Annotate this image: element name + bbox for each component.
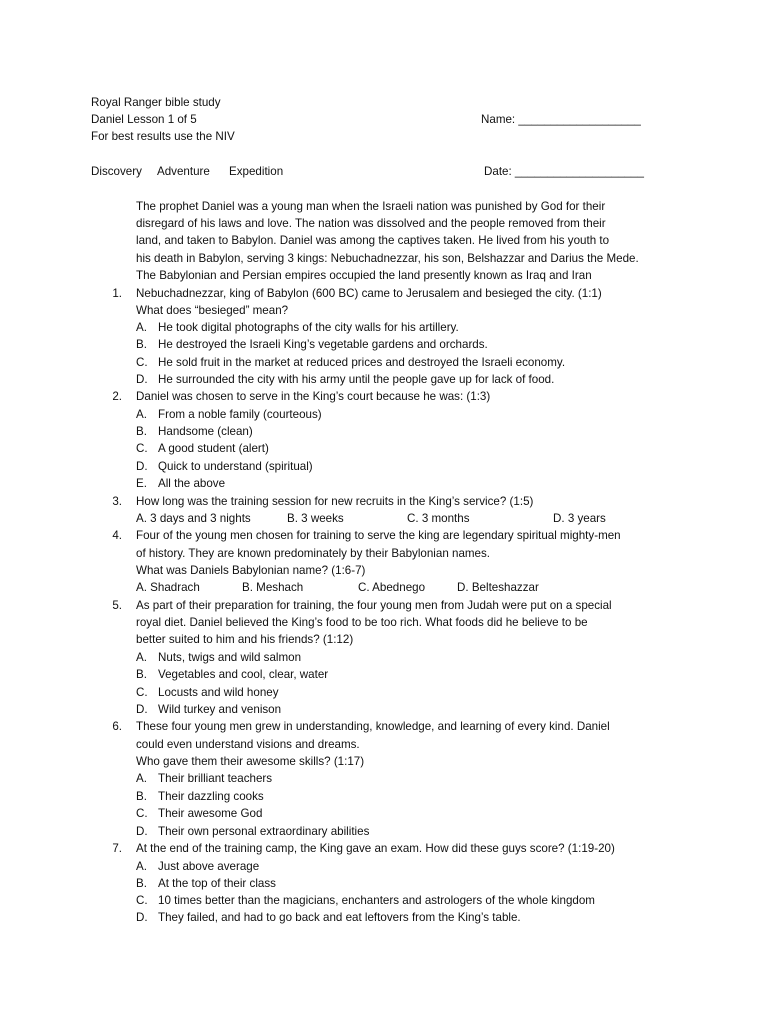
inline-option[interactable]: A. Shadrach: [136, 581, 200, 594]
question-number: 5.: [112, 599, 122, 612]
option-letter: B.: [136, 668, 147, 681]
question-text: What was Daniels Babylonian name? (1:6-7): [136, 564, 366, 577]
question-text: At the end of the training camp, the King gave an exam. How did these guys score? (1:19-20): [136, 842, 615, 855]
question-text: could even understand visions and dreams.: [136, 738, 360, 751]
question-text: Who gave them their awesome skills? (1:17): [136, 755, 365, 768]
option-text[interactable]: From a noble family (courteous): [158, 408, 322, 421]
question-number: 6.: [112, 720, 122, 733]
inline-option[interactable]: C. Abednego: [358, 581, 426, 594]
option-letter: A.: [136, 860, 147, 873]
question-text: What does “besieged” mean?: [136, 304, 289, 317]
option-text[interactable]: At the top of their class: [158, 877, 276, 890]
intro-line: land, and taken to Babylon. Daniel was among the captives taken. He lived from his youth to: [136, 234, 610, 247]
inline-option[interactable]: C. 3 months: [407, 512, 470, 525]
option-text[interactable]: He sold fruit in the market at reduced prices and destroyed the Israeli economy.: [158, 356, 566, 369]
inline-option[interactable]: D. 3 years: [553, 512, 606, 525]
inline-option[interactable]: A. 3 days and 3 nights: [136, 512, 251, 525]
question-text: royal diet. Daniel believed the King’s food to be too rich. What foods did he believe to be: [136, 616, 588, 629]
question-text: Daniel was chosen to serve in the King’s court because he was: (1:3): [136, 390, 491, 403]
option-text[interactable]: Wild turkey and venison: [158, 703, 282, 716]
question-number: 1.: [112, 287, 122, 300]
option-text[interactable]: Vegetables and cool, clear, water: [158, 668, 329, 681]
option-text[interactable]: Handsome (clean): [158, 425, 253, 438]
option-letter: D.: [136, 911, 148, 924]
question-number: 3.: [112, 495, 122, 508]
intro-line: The Babylonian and Persian empires occupied the land presently known as Iraq and Iran: [136, 269, 592, 282]
option-letter: C.: [136, 807, 148, 820]
level-expedition: Expedition: [229, 165, 284, 178]
inline-option[interactable]: B. 3 weeks: [287, 512, 344, 525]
question-text: How long was the training session for new recruits in the King’s service? (1:5): [136, 495, 534, 508]
option-text[interactable]: Nuts, twigs and wild salmon: [158, 651, 302, 664]
intro-line: disregard of his laws and love. The nation was dissolved and the people removed from their: [136, 217, 606, 230]
option-text[interactable]: Their dazzling cooks: [158, 790, 264, 803]
question-text: Four of the young men chosen for training to serve the king are legendary spiritual mighty-men: [136, 529, 621, 542]
intro-line: his death in Babylon, serving 3 kings: Nebuchadnezzar, his son, Belshazzar and Darius the Mede.: [136, 252, 639, 265]
option-letter: A.: [136, 651, 147, 664]
option-letter: D.: [136, 825, 148, 838]
option-text[interactable]: He destroyed the Israeli King’s vegetable gardens and orchards.: [158, 338, 488, 351]
option-letter: A.: [136, 408, 147, 421]
option-letter: B.: [136, 425, 147, 438]
question-number: 7.: [112, 842, 122, 855]
name-field[interactable]: Name: ___________________: [481, 113, 641, 126]
option-text[interactable]: He took digital photographs of the city walls for his artillery.: [158, 321, 459, 334]
option-letter: C.: [136, 442, 148, 455]
option-text[interactable]: Quick to understand (spiritual): [158, 460, 313, 473]
option-letter: B.: [136, 877, 147, 890]
option-letter: D.: [136, 460, 148, 473]
level-adventure: Adventure: [157, 165, 210, 178]
option-text[interactable]: They failed, and had to go back and eat leftovers from the King’s table.: [158, 911, 521, 924]
option-letter: B.: [136, 338, 147, 351]
option-letter: D.: [136, 373, 148, 386]
option-letter: C.: [136, 894, 148, 907]
option-text[interactable]: 10 times better than the magicians, enchanters and astrologers of the whole kingdom: [158, 894, 595, 907]
option-text[interactable]: Their own personal extraordinary abilities: [158, 825, 370, 838]
option-text[interactable]: He surrounded the city with his army until the people gave up for lack of food.: [158, 373, 555, 386]
option-letter: E.: [136, 477, 147, 490]
date-field[interactable]: Date: ____________________: [484, 165, 644, 178]
question-text: better suited to him and his friends? (1:12): [136, 633, 354, 646]
inline-option[interactable]: B. Meshach: [242, 581, 304, 594]
option-letter: A.: [136, 772, 147, 785]
option-text[interactable]: Locusts and wild honey: [158, 686, 279, 699]
option-letter: A.: [136, 321, 147, 334]
level-discovery: Discovery: [91, 165, 142, 178]
option-letter: C.: [136, 356, 148, 369]
question-text: These four young men grew in understanding, knowledge, and learning of every kind. Daniel: [136, 720, 610, 733]
question-number: 4.: [112, 529, 122, 542]
question-text: As part of their preparation for training, the four young men from Judah were put on a special: [136, 599, 612, 612]
header-line-1: Royal Ranger bible study: [91, 96, 221, 109]
option-text[interactable]: All the above: [158, 477, 226, 490]
option-text[interactable]: Their brilliant teachers: [158, 772, 273, 785]
question-text: Nebuchadnezzar, king of Babylon (600 BC) came to Jerusalem and besieged the city. (1:1): [136, 287, 602, 300]
option-text[interactable]: Just above average: [158, 860, 260, 873]
header-line-3: For best results use the NIV: [91, 130, 235, 143]
question-text: of history. They are known predominately by their Babylonian names.: [136, 547, 491, 560]
inline-option[interactable]: D. Belteshazzar: [457, 581, 539, 594]
header-line-2: Daniel Lesson 1 of 5: [91, 113, 197, 126]
option-text[interactable]: A good student (alert): [158, 442, 269, 455]
option-letter: C.: [136, 686, 148, 699]
option-letter: D.: [136, 703, 148, 716]
intro-line: The prophet Daniel was a young man when the Israeli nation was punished by God for their: [136, 200, 606, 213]
option-text[interactable]: Their awesome God: [158, 807, 263, 820]
question-number: 2.: [112, 390, 122, 403]
option-letter: B.: [136, 790, 147, 803]
